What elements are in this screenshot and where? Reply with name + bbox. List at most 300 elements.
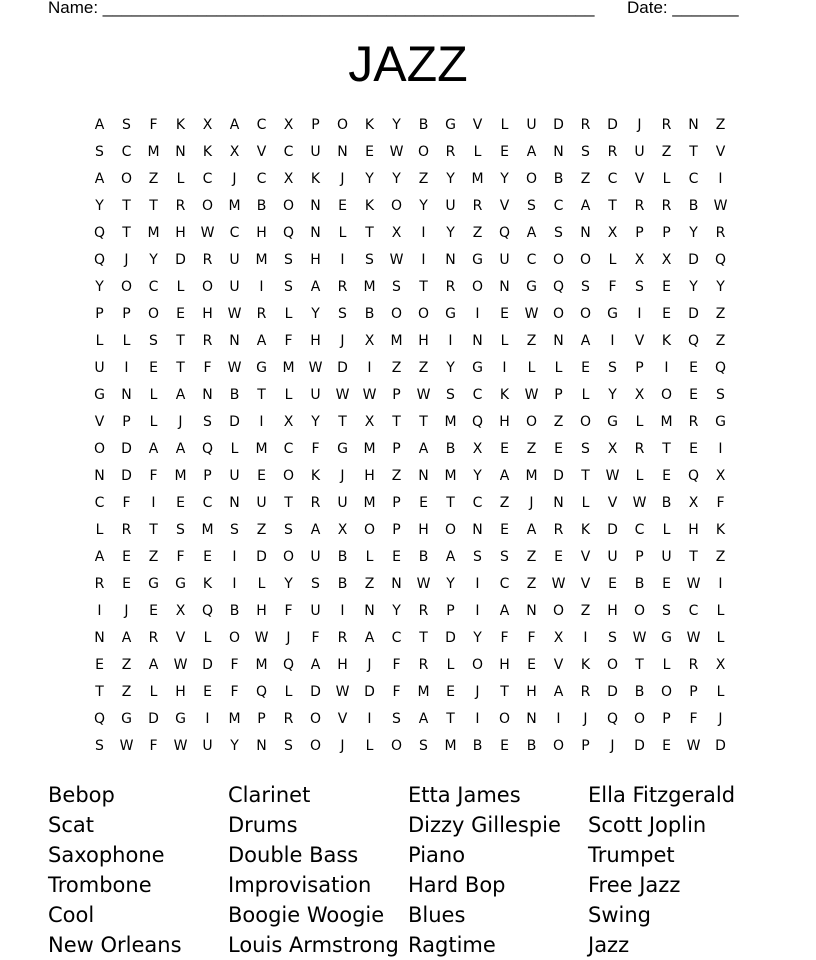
grid-letter: J: [340, 738, 345, 754]
grid-letter: G: [445, 117, 456, 133]
grid-letter: T: [365, 225, 374, 241]
grid-letter: F: [230, 657, 239, 673]
grid-letter: U: [94, 360, 105, 376]
grid-letter: O: [633, 603, 646, 619]
grid-letter: Q: [552, 279, 565, 295]
grid-letter: P: [635, 549, 644, 565]
grid-letter: L: [581, 495, 590, 511]
grid-letter: Y: [392, 171, 401, 187]
grid-letter: L: [365, 738, 374, 754]
grid-letter: J: [718, 711, 723, 727]
grid-letter: D: [364, 684, 375, 700]
grid-letter: K: [310, 171, 321, 187]
grid-letter: X: [283, 414, 294, 430]
grid-letter: N: [580, 225, 591, 241]
grid-letter: N: [229, 495, 240, 511]
grid-letter: G: [337, 441, 348, 457]
grid-letter: R: [94, 576, 105, 592]
grid-letter: O: [120, 279, 133, 295]
grid-letter: S: [392, 711, 401, 727]
grid-letter: O: [309, 738, 322, 754]
grid-letter: D: [337, 360, 348, 376]
word-list-item: Clarinet: [228, 783, 311, 807]
grid-letter: N: [418, 468, 429, 484]
grid-letter: B: [337, 549, 348, 565]
grid-letter: U: [310, 549, 321, 565]
grid-letter: Q: [93, 252, 106, 268]
grid-letter: M: [174, 468, 187, 484]
grid-letter: W: [632, 495, 647, 511]
grid-letter: H: [418, 333, 429, 349]
grid-letter: P: [257, 711, 266, 727]
grid-letter: Q: [93, 225, 106, 241]
grid-letter: W: [713, 198, 728, 214]
grid-letter: B: [337, 576, 348, 592]
grid-letter: X: [175, 603, 186, 619]
grid-letter: S: [284, 522, 293, 538]
grid-letter: O: [309, 711, 322, 727]
grid-letter: B: [472, 738, 483, 754]
grid-letter: D: [607, 522, 618, 538]
grid-letter: Z: [391, 468, 402, 484]
word-list-item: Ella Fitzgerald: [588, 783, 736, 807]
word-list-item: Etta James: [408, 783, 521, 807]
grid-letter: F: [608, 279, 617, 295]
grid-letter: C: [256, 171, 267, 187]
grid-letter: O: [417, 306, 430, 322]
grid-letter: S: [95, 144, 104, 160]
grid-letter: O: [552, 738, 565, 754]
grid-letter: F: [500, 630, 509, 646]
grid-letter: Y: [311, 306, 320, 322]
grid-letter: Y: [149, 252, 158, 268]
grid-letter: U: [607, 549, 618, 565]
grid-letter: Y: [365, 171, 374, 187]
grid-letter: X: [607, 441, 618, 457]
grid-letter: L: [95, 522, 104, 538]
grid-letter: I: [367, 711, 372, 727]
grid-letter: E: [500, 441, 509, 457]
grid-letter: C: [391, 630, 402, 646]
grid-letter: E: [662, 306, 671, 322]
grid-letter: E: [608, 576, 617, 592]
grid-letter: I: [232, 549, 237, 565]
grid-letter: O: [444, 522, 457, 538]
grid-letter: A: [526, 225, 537, 241]
grid-letter: A: [526, 522, 537, 538]
grid-letter: S: [392, 279, 401, 295]
grid-letter: Y: [419, 198, 428, 214]
grid-letter: O: [498, 711, 511, 727]
grid-letter: X: [283, 117, 294, 133]
grid-letter: M: [471, 171, 484, 187]
grid-letter: P: [203, 468, 212, 484]
grid-letter: K: [715, 522, 726, 538]
grid-letter: R: [337, 279, 348, 295]
grid-letter: R: [283, 711, 294, 727]
grid-letter: J: [340, 468, 345, 484]
grid-letter: E: [446, 684, 455, 700]
grid-letter: Z: [580, 171, 591, 187]
grid-letter: P: [635, 225, 644, 241]
grid-letter: S: [230, 522, 239, 538]
grid-letter: O: [552, 603, 565, 619]
grid-letter: G: [121, 711, 132, 727]
grid-letter: G: [607, 306, 618, 322]
grid-letter: V: [580, 576, 591, 592]
grid-letter: S: [473, 549, 482, 565]
grid-letter: H: [418, 522, 429, 538]
grid-letter: A: [580, 333, 591, 349]
grid-letter: Z: [526, 576, 537, 592]
grid-letter: H: [499, 657, 510, 673]
word-list-item: Trumpet: [588, 843, 675, 867]
grid-letter: U: [310, 603, 321, 619]
grid-letter: I: [421, 252, 426, 268]
grid-letter: I: [124, 360, 129, 376]
grid-letter: U: [229, 468, 240, 484]
grid-letter: O: [282, 468, 295, 484]
grid-letter: L: [635, 468, 644, 484]
grid-letter: Y: [608, 387, 617, 403]
grid-letter: F: [311, 630, 320, 646]
grid-letter: T: [419, 414, 428, 430]
grid-letter: X: [634, 252, 645, 268]
grid-letter: X: [553, 630, 564, 646]
grid-letter: S: [500, 549, 509, 565]
grid-letter: B: [445, 441, 456, 457]
grid-letter: U: [337, 495, 348, 511]
grid-letter: O: [282, 549, 295, 565]
grid-letter: R: [688, 414, 699, 430]
grid-letter: M: [363, 279, 376, 295]
grid-letter: N: [526, 711, 537, 727]
grid-letter: Z: [418, 171, 429, 187]
grid-letter: O: [336, 117, 349, 133]
grid-letter: E: [257, 468, 266, 484]
grid-letter: B: [418, 549, 429, 565]
grid-letter: C: [526, 252, 537, 268]
grid-letter: F: [149, 468, 158, 484]
grid-letter: R: [580, 684, 591, 700]
grid-letter: N: [391, 576, 402, 592]
grid-letter: A: [94, 117, 105, 133]
grid-letter: P: [392, 495, 401, 511]
grid-letter: R: [445, 279, 456, 295]
grid-letter: G: [472, 360, 483, 376]
grid-letter: I: [259, 279, 264, 295]
grid-letter: P: [392, 387, 401, 403]
grid-letter: D: [121, 441, 132, 457]
grid-letter: R: [418, 603, 429, 619]
grid-letter: D: [634, 738, 645, 754]
grid-letter: I: [718, 441, 723, 457]
grid-letter: E: [95, 657, 104, 673]
grid-letter: Y: [446, 360, 455, 376]
grid-letter: D: [688, 306, 699, 322]
word-list-item: Free Jazz: [588, 873, 681, 897]
grid-letter: H: [310, 333, 321, 349]
grid-letter: Z: [148, 171, 159, 187]
grid-letter: E: [689, 387, 698, 403]
grid-letter: T: [176, 360, 185, 376]
grid-letter: C: [94, 495, 105, 511]
grid-letter: R: [148, 630, 159, 646]
grid-letter: H: [364, 468, 375, 484]
grid-letter: A: [553, 684, 564, 700]
grid-letter: O: [579, 414, 592, 430]
grid-letter: C: [148, 279, 159, 295]
grid-letter: L: [554, 360, 563, 376]
grid-letter: Z: [661, 144, 672, 160]
grid-letter: I: [502, 360, 507, 376]
word-list-item: Swing: [588, 903, 651, 927]
grid-letter: G: [175, 576, 186, 592]
grid-letter: X: [634, 387, 645, 403]
grid-letter: E: [527, 657, 536, 673]
grid-letter: O: [606, 657, 619, 673]
grid-letter: D: [256, 549, 267, 565]
grid-letter: O: [93, 441, 106, 457]
grid-letter: Y: [230, 738, 239, 754]
grid-letter: E: [149, 360, 158, 376]
grid-letter: I: [151, 495, 156, 511]
grid-letter: R: [661, 117, 672, 133]
grid-letter: E: [500, 306, 509, 322]
grid-letter: Y: [311, 414, 320, 430]
grid-letter: C: [283, 441, 294, 457]
grid-letter: W: [227, 360, 242, 376]
grid-letter: D: [310, 684, 321, 700]
grid-letter: M: [417, 684, 430, 700]
grid-letter: E: [365, 144, 374, 160]
grid-letter: I: [340, 603, 345, 619]
grid-letter: E: [689, 360, 698, 376]
grid-letter: A: [148, 441, 159, 457]
grid-letter: L: [149, 414, 158, 430]
grid-letter: N: [121, 387, 132, 403]
grid-letter: V: [472, 117, 483, 133]
grid-letter: E: [662, 738, 671, 754]
grid-letter: Q: [714, 360, 727, 376]
grid-letter: E: [500, 522, 509, 538]
grid-letter: O: [390, 198, 403, 214]
word-list-item: Louis Armstrong: [228, 933, 399, 957]
grid-letter: N: [472, 333, 483, 349]
grid-letter: P: [662, 711, 671, 727]
grid-letter: L: [338, 225, 347, 241]
grid-letter: D: [553, 468, 564, 484]
grid-letter: Z: [715, 549, 726, 565]
grid-letter: H: [256, 225, 267, 241]
grid-letter: I: [367, 360, 372, 376]
grid-letter: Z: [418, 360, 429, 376]
grid-letter: I: [205, 711, 210, 727]
grid-letter: Y: [473, 630, 482, 646]
word-list-item: Hard Bop: [408, 873, 506, 897]
grid-letter: D: [607, 117, 618, 133]
grid-letter: S: [95, 738, 104, 754]
grid-letter: F: [203, 360, 212, 376]
grid-letter: U: [634, 144, 645, 160]
grid-letter: P: [581, 738, 590, 754]
grid-letter: N: [94, 468, 105, 484]
grid-letter: L: [176, 171, 185, 187]
grid-letter: D: [121, 468, 132, 484]
grid-letter: U: [229, 252, 240, 268]
grid-letter: F: [176, 549, 185, 565]
grid-letter: A: [526, 144, 537, 160]
grid-letter: U: [256, 495, 267, 511]
grid-letter: E: [581, 360, 590, 376]
grid-letter: Q: [498, 225, 511, 241]
grid-letter: H: [607, 603, 618, 619]
grid-letter: Q: [201, 603, 214, 619]
grid-letter: S: [581, 441, 590, 457]
grid-letter: V: [580, 549, 591, 565]
grid-letter: N: [202, 387, 213, 403]
grid-letter: P: [635, 360, 644, 376]
grid-letter: Y: [446, 225, 455, 241]
grid-letter: I: [421, 225, 426, 241]
word-list-item: Piano: [408, 843, 466, 867]
grid-letter: C: [256, 117, 267, 133]
grid-letter: O: [471, 279, 484, 295]
grid-letter: S: [365, 252, 374, 268]
grid-letter: L: [662, 171, 671, 187]
grid-letter: Y: [392, 603, 401, 619]
grid-letter: D: [175, 252, 186, 268]
grid-letter: G: [148, 576, 159, 592]
grid-letter: G: [526, 279, 537, 295]
grid-letter: W: [524, 387, 539, 403]
grid-letter: W: [524, 306, 539, 322]
grid-letter: C: [499, 576, 510, 592]
grid-letter: K: [175, 117, 186, 133]
grid-letter: D: [607, 684, 618, 700]
grid-letter: G: [175, 711, 186, 727]
grid-letter: T: [257, 387, 266, 403]
grid-letter: Q: [687, 468, 700, 484]
grid-letter: S: [122, 117, 131, 133]
grid-letter: P: [689, 684, 698, 700]
grid-letter: T: [176, 333, 185, 349]
word-list-item: Double Bass: [228, 843, 359, 867]
grid-letter: Q: [714, 252, 727, 268]
grid-letter: U: [310, 387, 321, 403]
grid-letter: X: [715, 468, 726, 484]
grid-letter: R: [445, 144, 456, 160]
grid-letter: U: [445, 198, 456, 214]
grid-letter: T: [662, 441, 671, 457]
grid-letter: V: [715, 144, 726, 160]
grid-letter: M: [255, 657, 268, 673]
grid-letter: I: [475, 576, 480, 592]
grid-letter: W: [605, 468, 620, 484]
grid-letter: O: [390, 738, 403, 754]
grid-letter: N: [553, 333, 564, 349]
grid-letter: F: [284, 603, 293, 619]
grid-letter: S: [176, 522, 185, 538]
grid-letter: N: [553, 144, 564, 160]
grid-letter: R: [418, 657, 429, 673]
grid-letter: I: [232, 576, 237, 592]
grid-letter: T: [635, 657, 644, 673]
grid-letter: W: [335, 387, 350, 403]
grid-letter: Z: [364, 576, 375, 592]
word-list-item: Blues: [408, 903, 466, 927]
grid-letter: K: [580, 657, 591, 673]
word-list-item: Drums: [228, 813, 298, 837]
grid-letter: R: [715, 225, 726, 241]
grid-letter: V: [553, 657, 564, 673]
grid-letter: W: [254, 630, 269, 646]
grid-letter: F: [149, 738, 158, 754]
grid-letter: K: [310, 468, 321, 484]
grid-letter: D: [715, 738, 726, 754]
word-list-item: Jazz: [588, 933, 630, 957]
grid-letter: P: [392, 441, 401, 457]
grid-letter: L: [716, 684, 725, 700]
grid-letter: Z: [526, 549, 537, 565]
grid-letter: D: [553, 117, 564, 133]
grid-letter: T: [689, 549, 698, 565]
grid-letter: J: [124, 603, 129, 619]
grid-letter: N: [364, 603, 375, 619]
grid-letter: E: [554, 549, 563, 565]
grid-letter: E: [662, 468, 671, 484]
grid-letter: U: [229, 279, 240, 295]
grid-letter: W: [416, 387, 431, 403]
grid-letter: O: [633, 711, 646, 727]
word-list-item: Saxophone: [48, 843, 165, 867]
grid-letter: K: [580, 522, 591, 538]
grid-letter: N: [229, 333, 240, 349]
grid-letter: J: [637, 117, 642, 133]
grid-letter: O: [525, 414, 538, 430]
grid-letter: Y: [446, 171, 455, 187]
grid-letter: W: [362, 387, 377, 403]
grid-letter: W: [227, 306, 242, 322]
grid-letter: T: [500, 684, 509, 700]
grid-letter: C: [202, 495, 213, 511]
grid-letter: U: [202, 738, 213, 754]
grid-letter: Z: [526, 441, 537, 457]
grid-letter: H: [526, 684, 537, 700]
grid-letter: F: [392, 684, 401, 700]
grid-letter: N: [337, 144, 348, 160]
grid-letter: B: [229, 603, 240, 619]
grid-letter: C: [229, 225, 240, 241]
grid-letter: Y: [500, 171, 509, 187]
grid-letter: N: [688, 117, 699, 133]
grid-letter: D: [688, 252, 699, 268]
word-list: [48, 780, 768, 960]
grid-letter: V: [175, 630, 186, 646]
grid-letter: R: [256, 306, 267, 322]
grid-letter: P: [662, 225, 671, 241]
grid-letter: E: [203, 549, 212, 565]
grid-letter: H: [202, 306, 213, 322]
grid-letter: K: [661, 333, 672, 349]
grid-letter: T: [446, 711, 455, 727]
grid-letter: Q: [687, 333, 700, 349]
grid-letter: Z: [580, 603, 591, 619]
grid-letter: V: [634, 171, 645, 187]
grid-letter: Z: [121, 684, 132, 700]
grid-letter: Z: [553, 414, 564, 430]
grid-letter: P: [122, 306, 131, 322]
